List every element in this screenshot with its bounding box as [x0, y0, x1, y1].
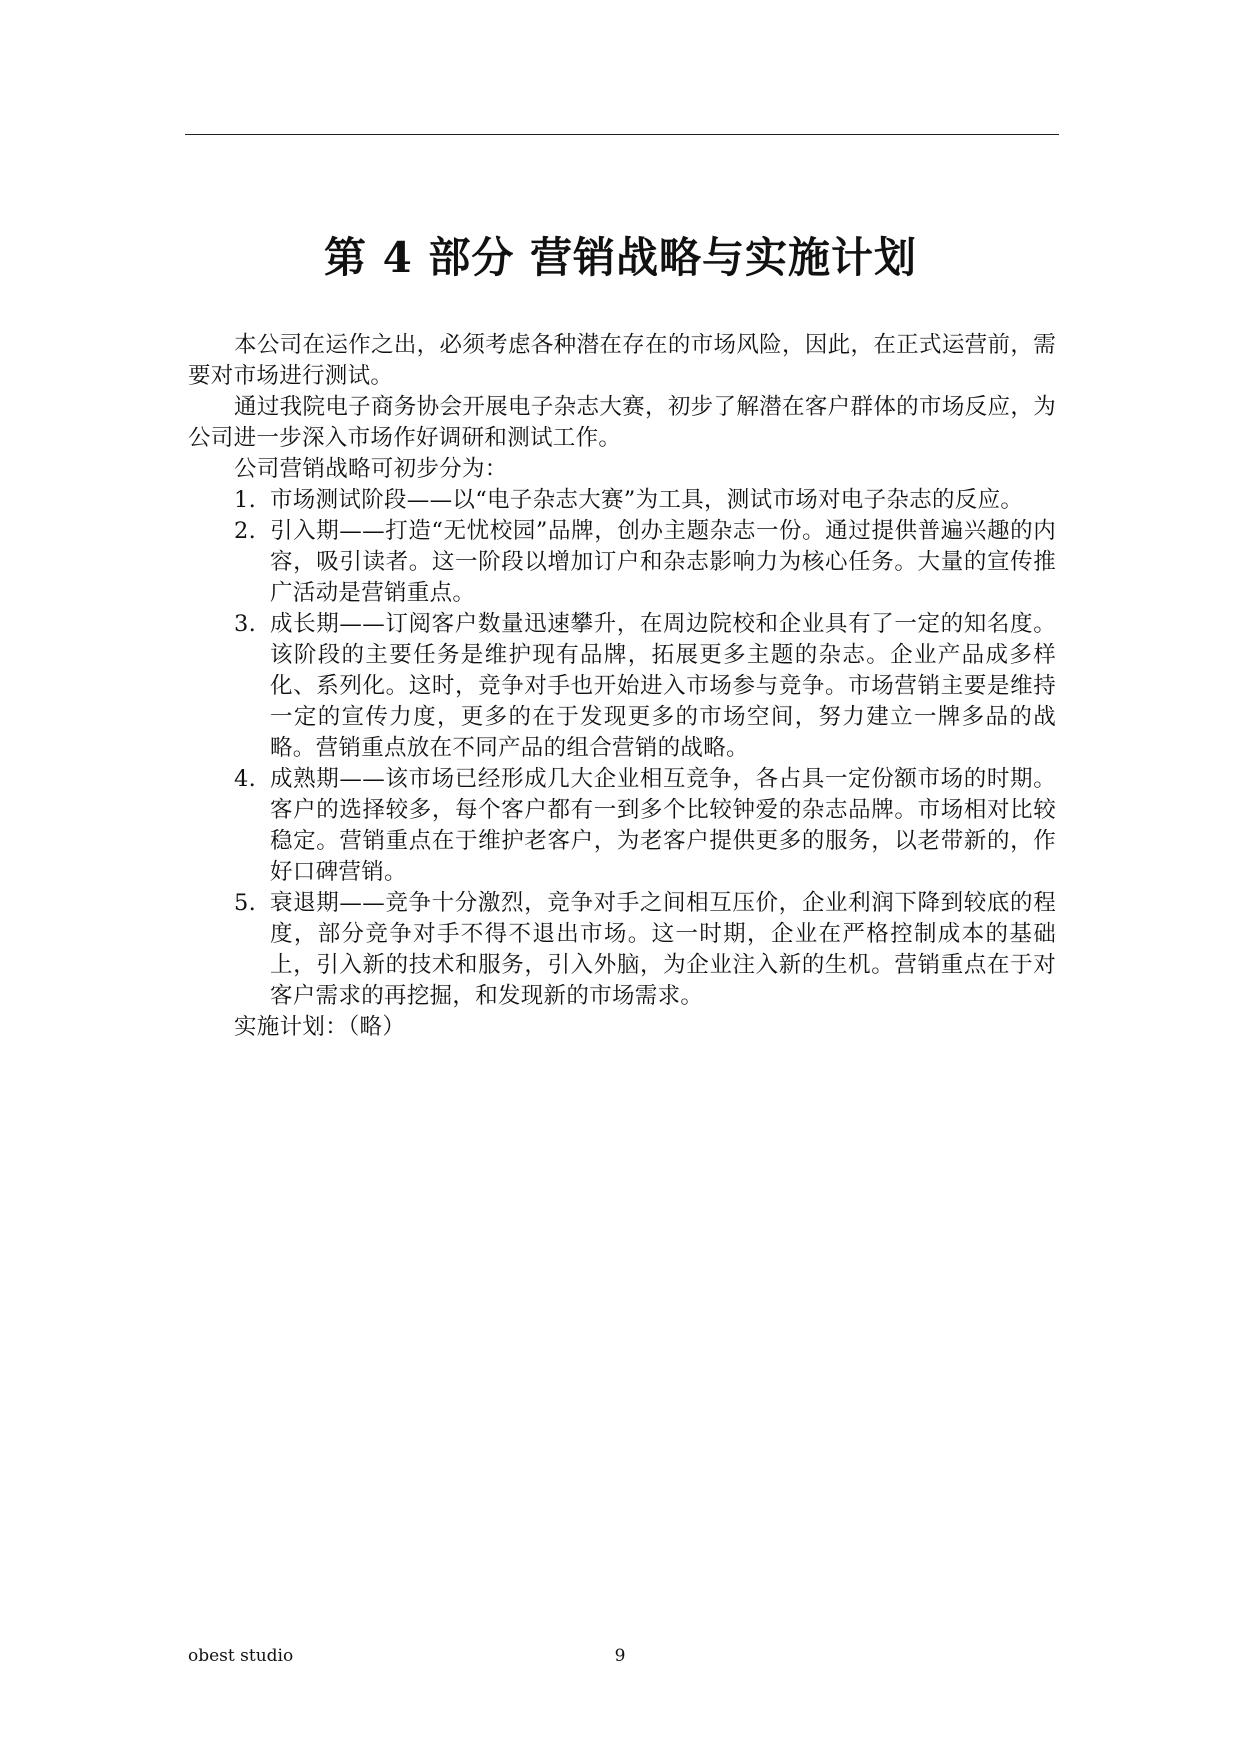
list-item-stage-1 [188, 485, 1056, 516]
list-item-number: 2. [234, 518, 257, 544]
paragraph-strategy-lead: 公司营销战略可初步分为： [234, 456, 508, 482]
list-item-number: 5. [234, 890, 257, 916]
paragraph-intro: 本公司在运作之出，必须考虑各种潜在存在的市场风险，因此，在正式运营前，需要对市场进行测试。 [188, 332, 1056, 389]
header-rule [185, 134, 1059, 135]
list-item-number: 1. [234, 487, 257, 513]
stage-list [188, 485, 1056, 1012]
list-item-text: 成长期——订阅客户数量迅速攀升，在周边院校和企业具有了一定的知名度。该阶段的主要任务是维护现有品牌，拓展更多主题的杂志。企业产品成多样化、系列化。这时，竞争对手也开始进入市场参与竞争。市场营销主要是维持一定的宣传力度，更多的在于发现更多的市场空间，努力建立一牌多品的战略。营销重点放在不同产品的组合营销的战略。 [270, 611, 1056, 761]
list-item-text: 衰退期——竞争十分激烈，竞争对手之间相互压价，企业利润下降到较底的程度，部分竞争对手不得不退出市场。这一时期，企业在严格控制成本的基础上，引入新的技术和服务，引入外脑，为企业注入新的生机。营销重点在于对客户需求的再挖掘，和发现新的市场需求。 [270, 890, 1056, 1009]
list-item-stage-3 [188, 609, 1056, 764]
list-item-text: 引入期——打造“无忧校园”品牌，创办主题杂志一份。通过提供普遍兴趣的内容，吸引读者。这一阶段以增加订户和杂志影响力为核心任务。大量的宣传推广活动是营销重点。 [270, 518, 1056, 606]
list-item-number: 3. [234, 611, 257, 637]
document-body [188, 330, 1056, 1043]
list-item-text: 市场测试阶段——以“电子杂志大赛”为工具，测试市场对电子杂志的反应。 [270, 487, 1024, 513]
list-item-stage-2 [188, 516, 1056, 609]
footer-page-number: 9 [614, 1646, 626, 1666]
list-item-number: 4. [234, 766, 257, 792]
list-item-text: 成熟期——该市场已经形成几大企业相互竞争，各占具一定份额市场的时期。客户的选择较多，每个客户都有一到多个比较钟爱的杂志品牌。市场相对比较稳定。营销重点在于维护老客户，为老客户提供更多的服务，以老带新的，作好口碑营销。 [270, 766, 1056, 885]
list-item-stage-5 [188, 888, 1056, 1012]
paragraph-contest: 通过我院电子商务协会开展电子杂志大赛，初步了解潜在客户群体的市场反应，为公司进一步深入市场作好调研和测试工作。 [188, 394, 1056, 451]
list-item-stage-4 [188, 764, 1056, 888]
paragraph-implementation-plan: 实施计划：（略） [234, 1014, 406, 1040]
page-title: 第 4 部分 营销战略与实施计划 [323, 233, 918, 282]
footer-studio-name: obest studio [188, 1646, 294, 1666]
